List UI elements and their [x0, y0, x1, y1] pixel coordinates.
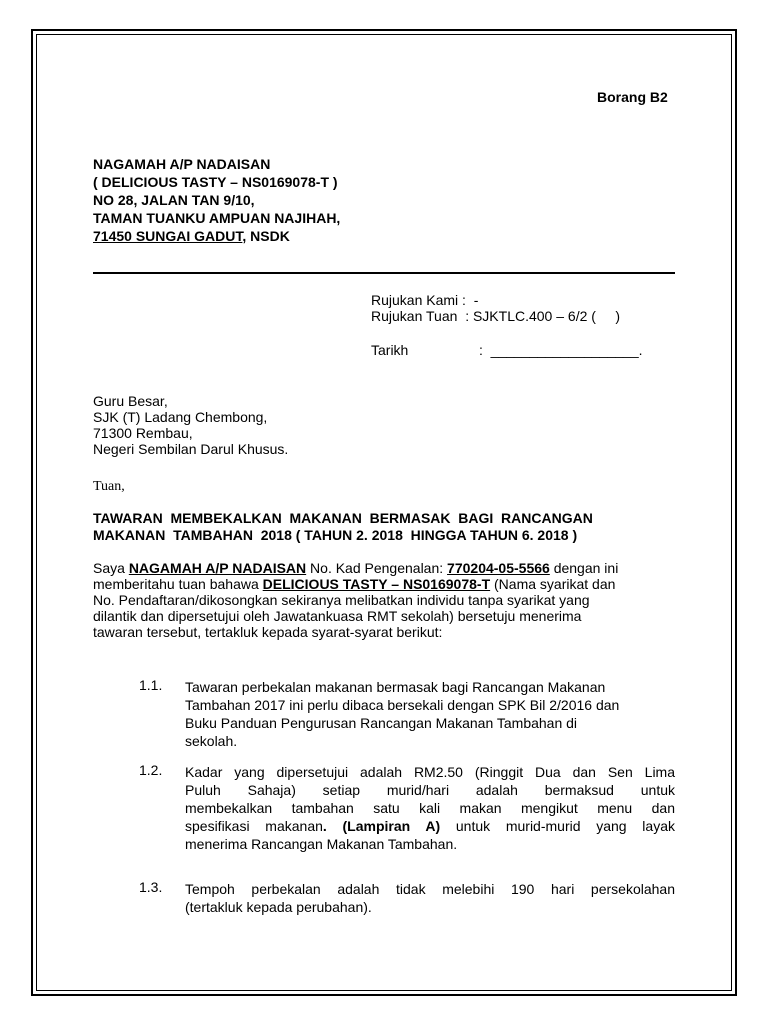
intro-text: Saya — [93, 560, 129, 576]
sender-address-2: TAMAN TUANKU AMPUAN NAJIHAH, — [93, 210, 341, 226]
sender-block — [93, 155, 340, 245]
your-reference — [371, 308, 620, 324]
salutation: Tuan, — [93, 479, 125, 494]
our-reference — [371, 292, 620, 308]
item-1-1 — [185, 678, 675, 750]
form-label: Borang B2 — [597, 89, 668, 105]
intro-line-2 — [93, 576, 683, 592]
intro-line-5: tawaran tersebut, tertakluk kepada syarat-syarat berikut: — [93, 624, 443, 640]
intro-text: memberitahu tuan bahawa — [93, 576, 263, 592]
item-1-1-line: Tambahan 2017 ini perlu dibaca bersekali dengan SPK Bil 2/2016 dan — [185, 697, 620, 713]
item-number-1-2: 1.2. — [139, 762, 163, 778]
applicant-name: NAGAMAH A/P NADAISAN — [128, 560, 307, 576]
subject-heading — [93, 510, 675, 544]
item-1-3 — [185, 880, 675, 916]
date-line — [371, 343, 643, 358]
recipient-postcode: 71300 Rembau, — [93, 425, 193, 441]
company-name: DELICIOUS TASTY – NS0169078-T — [262, 576, 491, 592]
attachment-reference: . (Lampiran A) — [322, 818, 441, 834]
recipient-state: Negeri Sembilan Darul Khusus. — [93, 441, 289, 457]
sender-address-1: NO 28, JALAN TAN 9/10, — [93, 192, 255, 208]
intro-text: No. Kad Pengenalan: — [306, 560, 448, 576]
intro-text: (Nama syarikat dan — [490, 576, 616, 592]
item-number-1-1: 1.1. — [139, 677, 163, 693]
header-divider — [93, 272, 675, 274]
item-1-2-line: menerima Rancangan Makanan Tambahan. — [185, 836, 458, 852]
item-1-2-line: membekalkan tambahan satu kali makan mengikut menu dan — [185, 800, 675, 816]
our-reference-value: - — [473, 292, 479, 308]
subject-line-1: TAWARAN MEMBEKALKAN MAKANAN BERMASAK BAGI RANCANGAN — [93, 510, 593, 526]
your-reference-label: Rujukan Tuan — [371, 308, 458, 324]
recipient-school: SJK (T) Ladang Chembong, — [93, 409, 268, 425]
recipient-block — [93, 393, 288, 457]
date-value: : ___________________. — [479, 342, 643, 358]
item-1-2-text: spesifikasi makanan — [185, 818, 323, 834]
intro-line-1 — [93, 560, 683, 576]
intro-line-4: dilantik dan dipersetujui oleh Jawatankuasa RMT sekolah) bersetuju menerima — [93, 608, 582, 624]
item-1-1-line: sekolah. — [185, 733, 238, 749]
item-1-2-line: Puluh Sahaja) setiap murid/hari adalah bermaksud untuk — [185, 782, 675, 798]
item-1-2-text: untuk murid-murid yang layak — [440, 818, 675, 834]
item-1-3-line: (tertakluk kepada perubahan). — [185, 899, 372, 915]
sender-postcode-town: 71450 SUNGAI GADUT — [93, 228, 243, 244]
reference-block — [371, 292, 620, 324]
your-reference-value: : SJKTLC.400 – 6/2 ( ) — [465, 308, 621, 324]
item-1-2-line: Kadar yang dipersetujui adalah RM2.50 (Ringgit Dua dan Sen Lima — [185, 764, 675, 780]
item-1-3-line: Tempoh perbekalan adalah tidak melebihi 190 hari persekolahan — [185, 881, 675, 897]
sender-address-3 — [93, 227, 340, 245]
subject-line-2: MAKANAN TAMBAHAN 2018 ( TAHUN 2. 2018 HINGGA TAHUN 6. 2018 ) — [93, 527, 578, 543]
date-label: Tarikh — [371, 342, 409, 358]
recipient-title: Guru Besar, — [93, 393, 168, 409]
sender-company: ( DELICIOUS TASTY – NS0169078-T ) — [93, 174, 338, 190]
item-1-1-line: Tawaran perbekalan makanan bermasak bagi Rancangan Makanan — [185, 679, 606, 695]
item-1-1-line: Buku Panduan Pengurusan Rancangan Makanan Tambahan di — [185, 715, 578, 731]
sender-name: NAGAMAH A/P NADAISAN — [93, 156, 271, 172]
ic-number: 770204-05-5566 — [447, 560, 550, 576]
item-1-2-line — [185, 817, 675, 835]
item-1-2 — [185, 763, 675, 853]
item-number-1-3: 1.3. — [139, 879, 163, 895]
sender-state: , NSDK — [242, 228, 290, 244]
intro-line-3: No. Pendaftaran/dikosongkan sekiranya melibatkan individu tanpa syarikat yang — [93, 592, 590, 608]
our-reference-label: Rujukan Kami : — [371, 292, 466, 308]
intro-paragraph — [93, 560, 683, 640]
intro-text: dengan ini — [549, 560, 619, 576]
